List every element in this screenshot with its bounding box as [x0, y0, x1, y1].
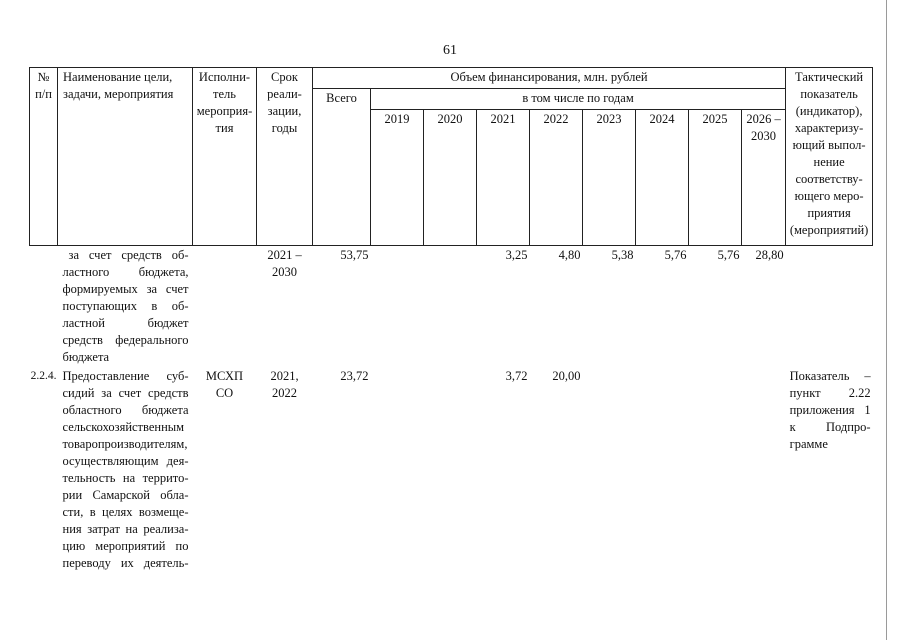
row-period [257, 246, 313, 368]
header-period: Срок реали-зации, годы [257, 68, 313, 246]
financing-table [29, 67, 873, 573]
header-year: 2026 – 2030 [742, 110, 786, 246]
row-indicator-line: грамме [789, 437, 828, 451]
row-year-value: 4,80 [558, 248, 581, 262]
row-number [30, 246, 58, 368]
row-period [257, 367, 313, 573]
row-year-value [689, 367, 742, 573]
row-indicator [786, 367, 873, 573]
header-num: № п/п [30, 68, 58, 246]
row-year-value: 5,76 [717, 248, 740, 262]
row-name-line: Предоставление суб- [62, 369, 189, 383]
row-indicator-line: пункт 2.22 [789, 386, 871, 400]
page-edge-line [886, 0, 887, 640]
row-year-value [424, 367, 477, 573]
row-name-line: товаропроизводителям, [62, 437, 188, 451]
row-year-value: 5,76 [664, 248, 687, 262]
row-name-line: рии Самарской обла- [62, 488, 189, 502]
header-year: 2023 [583, 110, 636, 246]
row-executor-line: СО [215, 386, 234, 400]
row-year-value [742, 367, 786, 573]
table-row [30, 367, 873, 573]
row-period-line: 2030 [272, 265, 297, 279]
row-year-value [636, 367, 689, 573]
row-name-line: ния затрат на реализа- [62, 522, 189, 536]
row-indicator [786, 246, 873, 368]
row-year-value: 28,80 [755, 248, 784, 262]
row-executor-line: МСХП [205, 369, 244, 383]
row-year-value [371, 246, 424, 368]
row-period-line: 2022 [272, 386, 297, 400]
row-year-value [583, 367, 636, 573]
header-indicator: Тактический показатель (индикатор), характеризу-ющий выпол-нение соответству-ющего меро-приятия (мероприятий) [786, 68, 873, 246]
row-year-value: 5,38 [611, 248, 634, 262]
row-name-line: поступающих в об- [62, 299, 189, 313]
row-name-line: цию мероприятий по [62, 539, 189, 553]
header-by-years: в том числе по годам [371, 89, 786, 110]
row-period-line: 2021, [270, 369, 299, 383]
table-row [30, 246, 873, 368]
page-number: 61 [443, 43, 457, 58]
row-total: 23,72 [340, 369, 369, 383]
row-year-value [424, 246, 477, 368]
row-name-line: бюджета [62, 350, 110, 364]
row-name-line: за счет средств об- [68, 248, 189, 262]
row-name-line: переводу их деятель- [62, 556, 189, 570]
row-year-value: 3,72 [505, 369, 528, 383]
row-name [58, 246, 193, 368]
row-name-line: средств федерального [62, 333, 189, 347]
header-total: Всего [313, 89, 371, 246]
row-indicator-line: к Подпро- [789, 420, 871, 434]
row-name [58, 367, 193, 573]
row-executor [193, 246, 257, 368]
row-total: 53,75 [340, 248, 369, 262]
row-year-value [371, 367, 424, 573]
header-year: 2021 [477, 110, 530, 246]
row-executor [193, 367, 257, 573]
row-year-value: 3,25 [505, 248, 528, 262]
header-executor: Исполни-тель мероприя-тия [193, 68, 257, 246]
row-period-line: 2021 – [267, 248, 302, 262]
row-name-line: сти, в целях возмеще- [62, 505, 189, 519]
row-indicator-line: Показатель – [789, 369, 871, 383]
row-name-line: осуществляющим дея- [62, 454, 189, 468]
row-year-value: 20,00 [552, 369, 581, 383]
row-name-line: формируемых за счет [62, 282, 189, 296]
row-indicator-line: приложения 1 [789, 403, 871, 417]
header-year: 2022 [530, 110, 583, 246]
header-year: 2024 [636, 110, 689, 246]
header-name: Наименование цели, задачи, мероприятия [58, 68, 193, 246]
row-name-line: областного бюджета [62, 403, 189, 417]
row-name-line: сельскохозяйственным [62, 420, 185, 434]
header-year: 2025 [689, 110, 742, 246]
row-name-line: сидий за счет средств [62, 386, 189, 400]
header-funding: Объем финансирования, млн. рублей [313, 68, 786, 89]
row-name-line: тельность на террито- [62, 471, 189, 485]
row-name-line: ластного бюджета, [62, 265, 189, 279]
row-number: 2.2.4. [30, 370, 57, 382]
row-name-line: ластной бюджет [62, 316, 189, 330]
header-year: 2020 [424, 110, 477, 246]
header-year: 2019 [371, 110, 424, 246]
